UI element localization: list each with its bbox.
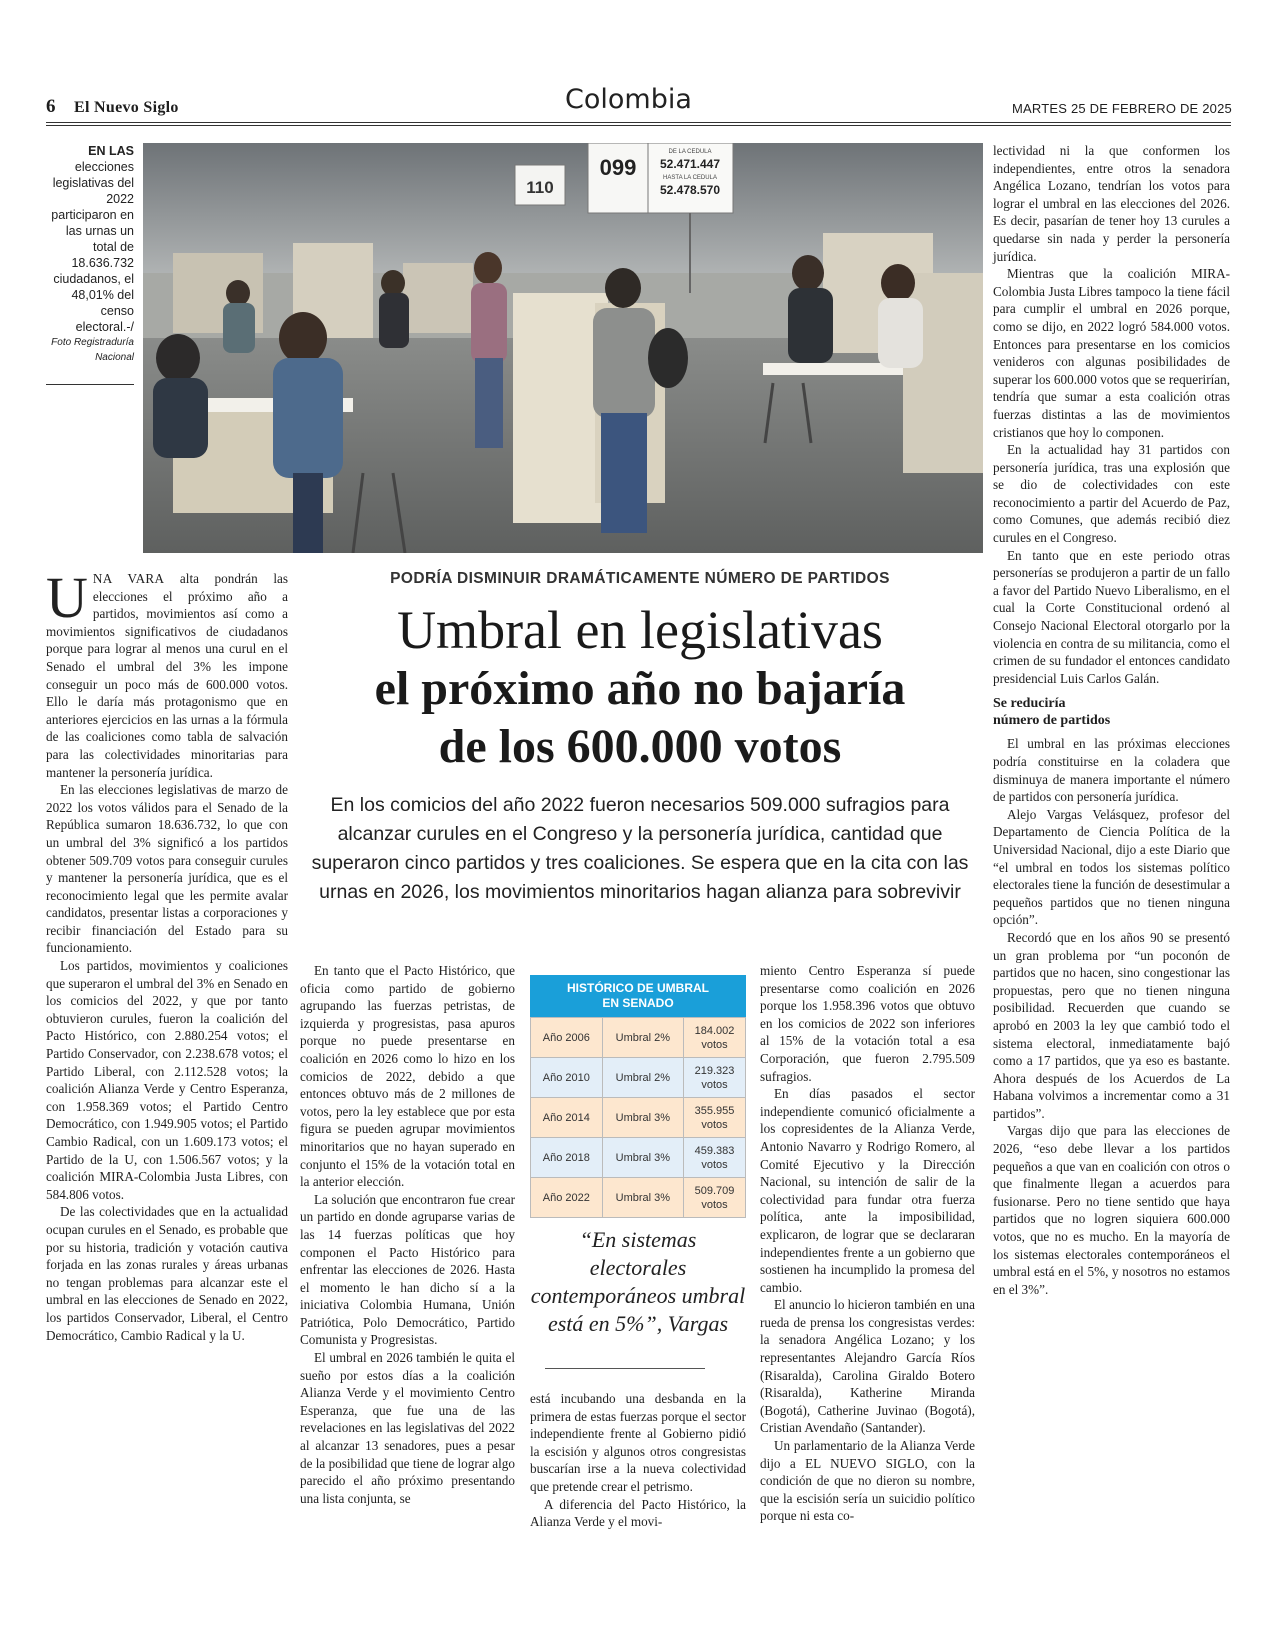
col1-paragraph-2: En las elecciones legislativas de marzo de 2022 los votos válidos para el Senado de la República sumaron 18.636.732, lo que con un umbral del 3% significó a los partidos obtener 509.709 votos para conseguir curules y mantener la personería jurídica, que es el reconocimiento legal que les permite avalar candidatos, presentar listas a corporaciones y recibir financiación del Estado para su funcionamiento. — [46, 782, 288, 956]
col4-paragraph-4: Un parlamentario de la Alianza Verde dijo a EL NUEVO SIGLO, con la condición de que no dieron su nombre, que la escisión sería un suicidio político porque ni esta co- — [760, 1438, 975, 1524]
votes-unit: votos — [701, 1198, 728, 1211]
deck: En los comicios del año 2022 fueron necesarios 509.000 sufragios para alcanzar curules en el Congreso y la personería jurídica, cantidad que superaron cinco partidos y tres coaliciones. Se espera que en la cita con las urnas en 2026, los movimientos minoritarios hagan alianza para sobrevivir — [311, 794, 969, 903]
sign-099: 099 — [599, 155, 637, 180]
col5-paragraph-6: Alejo Vargas Velásquez, profesor del Departamento de Ciencia Política de la Universidad Nacional, dijo a este Diario que “el umbral en todos los sistemas político electorales tiene la función de desestimular a pequeños partidos que no tienen ninguna opción”. — [993, 806, 1230, 928]
pull-quote-rule — [545, 1368, 705, 1369]
col2-paragraph-2: La solución que encontraron fue crear un partido en donde agruparse varias de las 14 fuerzas políticas que hoy componen el Pacto Histórico para enfrentar las elecciones de 2026. Hasta el momento le han dicho sí a la iniciativa Colombia Humana, Unión Patriótica, Polo Democrático, Partido Comunista y Progresistas. — [300, 1191, 515, 1348]
photo-caption — [46, 143, 134, 365]
table-cell-year: Año 2010 — [531, 1058, 603, 1098]
table-cell-votes — [684, 1018, 746, 1058]
votes-unit: votos — [701, 1118, 728, 1131]
col5-paragraph-5: El umbral en las próximas elecciones podría constituirse en la coladera que disminuya de manera importante el número de partidos con personería jurídica. — [993, 736, 1230, 805]
votes-unit: votos — [701, 1078, 728, 1091]
votes-value: 509.709 — [694, 1184, 735, 1197]
votes-unit: votos — [701, 1038, 728, 1051]
col5-paragraph-4: En tanto que en este periodo otras personerías se produjeron a partir de un fallo a favor del Partido Nuevo Liberalismo, en el cual la Corte Constitucional ordenó al Consejo Nacional Electoral otorgarlo por la violencia en contra de su militancia, como el crimen de su fundador el entonces candidato presidencial Luis Carlos Galán. — [993, 547, 1230, 686]
sign-cedula-from-label: DE LA CEDULA — [668, 149, 712, 155]
page-number: 6 — [46, 96, 56, 117]
table-cell-votes — [684, 1138, 746, 1178]
kicker: PODRÍA DISMINUIR DRAMÁTICAMENTE NÚMERO DE PARTIDOS — [390, 570, 890, 587]
pull-quote: “En sistemas electorales contemporáneos umbral está en 5%”, Vargas — [530, 1227, 746, 1336]
section-title: Colombia — [565, 84, 692, 115]
headline-line-1: Umbral en legislativas — [397, 600, 883, 660]
header-rule-top — [46, 122, 1231, 123]
votes-value: 219.323 — [694, 1064, 735, 1077]
table-cell-year: Año 2018 — [531, 1138, 603, 1178]
voting-hall-photo — [143, 143, 983, 553]
col5-paragraph-7: Recordó que en los años 90 se presentó un gran problema por “un poconón de partidos que no hacen, sino congestionar las propuestas, pero que no tienen ninguna posibilidad. Recuerden que cuando se aprobó en 2003 la ley que cambió todo el sistema electoral, inmediatamente bajó como a 17 partidos, que ya eso es bastante. Ahora después de los Acuerdos de La Habana volvimos a incrementar como a 31 partidos”. — [993, 929, 1230, 1121]
col5-paragraph-8: Vargas dijo que para las elecciones de 2026, “eso debe llevar a los partidos pequeños a que van en coalición con otros o que finalmente llegan a acuerdos para fusionarse. Pero no tiene sentido que haya partidos que no logren siquiera 600.000 votos, que no es mucho. En la mayoría de los sistemas electorales contemporáneos el umbral está en el 5%, y nosotros no estamos en el 3%”. — [993, 1123, 1230, 1297]
lead-words: NA VARA — [92, 571, 165, 586]
headline-line-3: de los 600.000 votos — [438, 720, 842, 773]
newspaper-name: El Nuevo Siglo — [74, 99, 179, 116]
table-cell-votes — [684, 1178, 746, 1218]
table-cell-threshold: Umbral 2% — [602, 1058, 683, 1098]
col5-paragraph-1: lectividad ni la que conformen los independientes, entre otros la senadora Angélica Lozano, tendrían los votos para lograr el umbral en las elecciones del 2026. Es decir, pasarían de tener hoy 13 curules a quedarse sin nada y perder la personería jurídica. — [993, 143, 1230, 264]
sign-cedula-to-label: HASTA LA CEDULA — [663, 175, 717, 181]
table-title-line-1: HISTÓRICO DE UMBRAL — [567, 981, 709, 995]
threshold-table — [530, 1017, 746, 1218]
table-cell-threshold: Umbral 3% — [602, 1178, 683, 1218]
table-title-line-2: EN SENADO — [602, 996, 674, 1010]
table-cell-threshold: Umbral 2% — [602, 1018, 683, 1058]
table-cell-threshold: Umbral 3% — [602, 1098, 683, 1138]
col2-paragraph-1: En tanto que el Pacto Histórico, que oficia como partido de gobierno agrupando las fuerzas petristas, de izquierda y progresistas, pasa apuros porque no puede presentarse en coalición en 2026 como lo hizo en los comicios de 2022, debido a que entonces obtuvo más de 2 millones de votos, pero la ley establece que por esta figura se pueden agrupar movimientos minoritarios que no hayan superado en conjunto el 15% de la votación total en la anterior elección. — [300, 963, 515, 1190]
table-cell-year: Año 2014 — [531, 1098, 603, 1138]
subheading-line-2: número de partidos — [993, 713, 1111, 729]
caption-lead: EN LAS — [88, 144, 134, 158]
votes-unit: votos — [701, 1158, 728, 1171]
votes-value: 184.002 — [694, 1024, 735, 1037]
caption-body: elecciones legislativas del 2022 participaron en las urnas un total de 18.636.732 ciudadanos, el 48,01% del censo electoral.-/ — [51, 160, 134, 334]
drop-cap: U — [46, 565, 88, 630]
col5-paragraph-2: Mientras que la coalición MIRA-Colombia Justa Libres tampoco la tiene fácil para cumplir el umbral en 2026 porque, como se dijo, en 2022 logró 584.000 votos. Entonces para presentarse en los comicios venideros con algunas posibilidades de superar los 600.000 votos que se requerirían, tendría que sumar a esta coalición otras fuerzas distintas a las de movimientos cristianos que hoy lo componen. — [993, 266, 1230, 440]
col5-paragraph-3: En la actualidad hay 31 partidos con personería jurídica, tras una explosión que se dio de colectividades con este reconocimiento a partir del Acuerdo de Paz, como Comunes, que además recibió diez curules en el Congreso. — [993, 442, 1230, 546]
col1-paragraph-1: alta pondrán las elecciones el próximo año a partidos, movimientos así como a movimientos significativos de ciudadanos porque para lograr al menos una curul en el Senado el umbral del 3% les impone conseguir un poco más de 600.000 votos. Ello le daría más protagonismo que en anteriores ejercicios en las urnas a la fórmula de las coaliciones como tabla de salvación para las colectividades minoritarias para mantener la personería jurídica. — [46, 571, 288, 780]
table-cell-votes — [684, 1098, 746, 1138]
headline — [295, 600, 985, 776]
article-column-1 — [46, 565, 288, 1344]
table-cell-votes — [684, 1058, 746, 1098]
caption-rule — [46, 384, 134, 385]
sign-cedula-from: 52.471.447 — [659, 157, 721, 171]
table-row — [531, 1098, 746, 1138]
article-column-5 — [993, 142, 1230, 1298]
subheading — [993, 695, 1230, 729]
col4-paragraph-3: El anuncio lo hicieron también en una rueda de prensa los congresistas verdes: la senadora Angélica Lozano; y los representantes Alejandro García Ríos (Risaralda), Carolina Giraldo Botero (Risaralda), Katherine Miranda (Bogotá), Catherine Juvinao (Bogotá), Cristian Avendaño (Santander). — [760, 1297, 975, 1436]
table-row — [531, 1178, 746, 1218]
header-rule-bottom — [46, 125, 1231, 126]
col1-paragraph-3: Los partidos, movimientos y coaliciones que superaron el umbral del 3% en Senado en los comicios del 2022, y que por tanto obtuvieron curules, fueron la coalición del Pacto Histórico, con 2.880.254 votos; el Partido Conservador, con 2.238.678 votos; el Partido Liberal, con 2.112.528 votos; la coalición Alianza Verde y Centro Esperanza, con 1.958.369 votos; el Partido Centro Democrático, con 1.949.905 votos; el Partido Cambio Radical, con un 1.609.173 votos; el Partido de la U, con 1.506.567 votos; y la coalición MIRA-Colombia Justa Libres, con 584.806 votos. — [46, 958, 288, 1202]
table-row — [531, 1018, 746, 1058]
photo-credit: Foto Registraduría Nacional — [51, 337, 134, 363]
col3-paragraph-2: A diferencia del Pacto Histórico, la Alianza Verde y el movi- — [530, 1496, 746, 1530]
table-cell-year: Año 2006 — [531, 1018, 603, 1058]
sign-110: 110 — [526, 178, 554, 197]
col4-paragraph-2: En días pasados el sector independiente comunicó oficialmente a los copresidentes de la Alianza Verde, Antonio Navarro y Rodrigo Romero, al Comité Ejecutivo y la Dirección Nacional, su intención de salir de la colectividad para fundar otra fuerza política, ante la imposibilidad, explicaron, de lograr que se declararan independientes frente a un gobierno que sostienen ha incumplido la promesa del cambio. — [760, 1086, 975, 1295]
votes-value: 355.955 — [694, 1104, 735, 1117]
table-cell-threshold: Umbral 3% — [602, 1138, 683, 1178]
headline-line-2: el próximo año no bajaría — [374, 662, 906, 715]
sign-cedula-to: 52.478.570 — [659, 183, 721, 197]
threshold-history-table — [530, 975, 746, 1218]
article-column-2 — [300, 962, 515, 1507]
col4-paragraph-1: miento Centro Esperanza sí puede presentarse como coalición en 2026 porque los 1.958.396 votos que obtuvo en los comicios de 2022 son inferiores al 15% de la votación total a esa Corporación, que fueron 2.795.509 sufragios. — [760, 963, 975, 1084]
subheading-line-1: Se reduciría — [993, 696, 1066, 712]
col1-paragraph-4: De las colectividades que en la actualidad ocupan curules en el Senado, es probable que por su historia, tradición y votación cautiva forjada en las zonas rurales y áreas urbanas no tengan problemas para alcanzar este el umbral en las elecciones de Senado en 2022, los partidos Conservador, Liberal, el Centro Democrático, Cambio Radical y la U. — [46, 1204, 288, 1343]
issue-date: MARTES 25 DE FEBRERO DE 2025 — [1012, 101, 1232, 116]
col3-paragraph-1: está incubando una desbanda en la primera de estas fuerzas porque el sector independiente frente al Gobierno pidió la escisión y algunos otros congresistas buscarían irse a la nueva colectividad que pretende crear el petrismo. — [530, 1391, 746, 1494]
col2-paragraph-3: El umbral en 2026 también le quita el sueño por estos días a la coalición Alianza Verde y el movimiento Centro Esperanza, que fue una de las revelaciones en las legislativas del 2022 al alcanzar 13 senadores, pues a pesar de la posibilidad que tiene de lograr algo parecido el año próximo presentando una lista conjunta, se — [300, 1350, 515, 1506]
table-title — [530, 975, 746, 1017]
article-column-4 — [760, 962, 975, 1525]
table-row — [531, 1138, 746, 1178]
article-column-3 — [530, 1390, 746, 1531]
table-cell-year: Año 2022 — [531, 1178, 603, 1218]
votes-value: 459.383 — [694, 1144, 735, 1157]
table-row — [531, 1058, 746, 1098]
